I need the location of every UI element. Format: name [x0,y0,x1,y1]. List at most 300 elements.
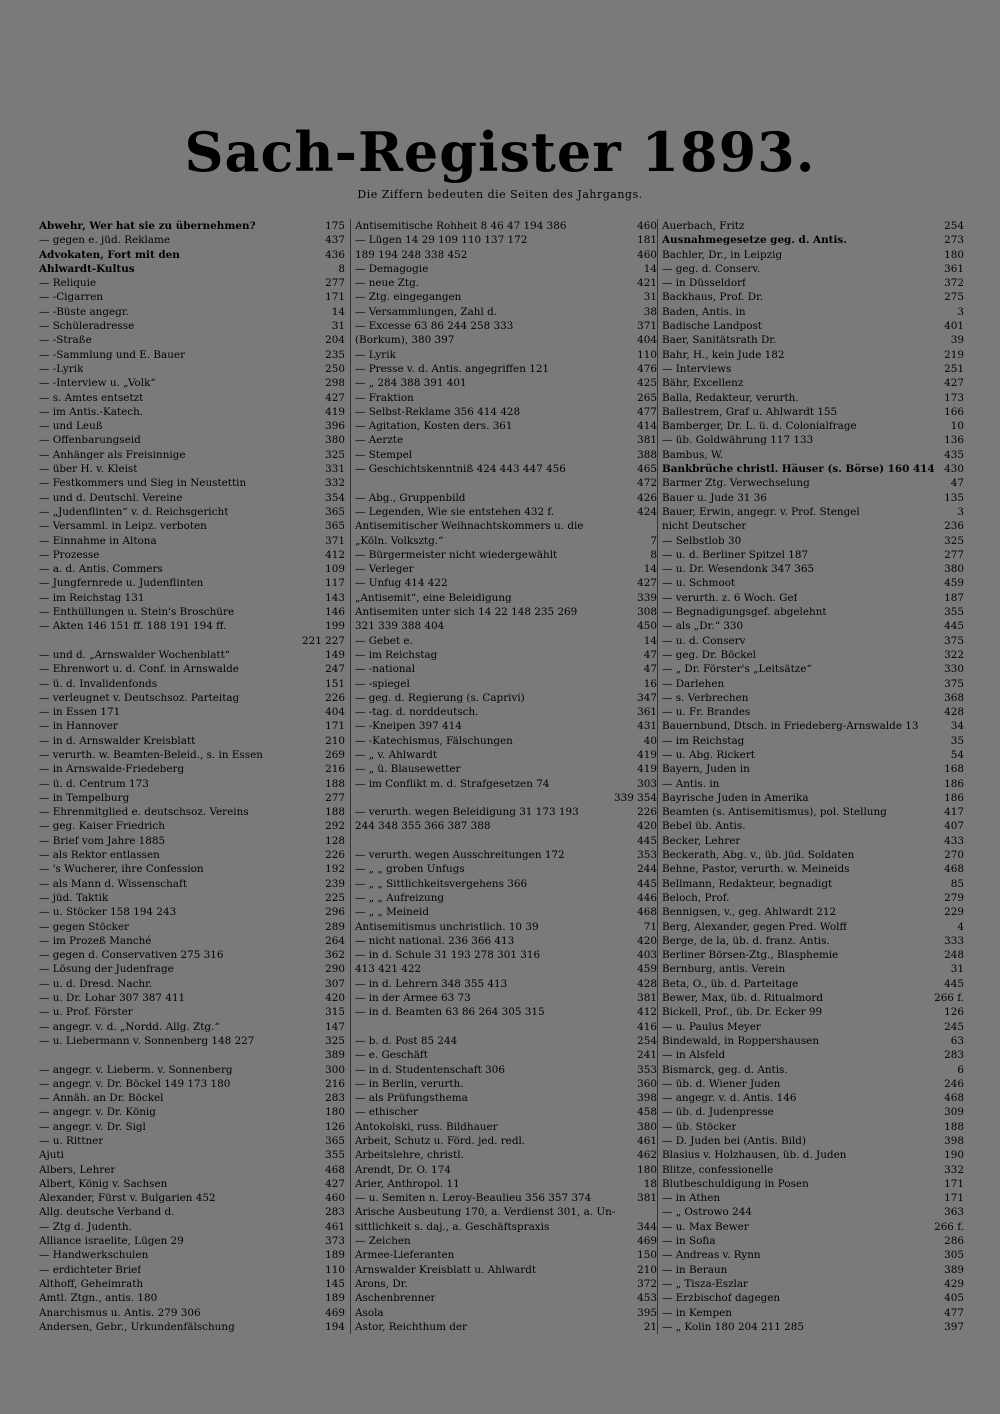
index-entry [355,834,657,848]
entry-term: — s. Verbrechen [662,691,749,704]
index-entry [355,691,657,705]
index-entry [662,991,964,1005]
entry-pages: 168 [944,763,964,776]
index-column-3 [657,219,964,1334]
entry-term: — Jungfernrede u. Judenflinten [39,577,204,590]
index-entry [662,834,964,848]
index-entry [39,1020,345,1034]
entry-pages: 339 354 [614,791,657,804]
entry-pages: 246 [944,1077,964,1090]
entry-term: — Aerzte [355,434,404,447]
index-entry [39,333,345,347]
entry-term: nicht Deutscher [662,520,747,533]
entry-term: Behne, Pastor, verurth. w. Meineids [662,863,850,876]
entry-term: — Schüleradresse [39,320,135,333]
index-entry [355,934,657,948]
index-entry [39,662,345,676]
entry-term: Bickell, Prof., üb. Dr. Ecker 99 [662,1006,823,1019]
index-entry [355,905,657,919]
index-entry [39,1148,345,1162]
page-title: Sach-Register 1893. [184,120,816,184]
entry-term: — ü. d. Centrum 173 [39,777,149,790]
entry-term: — u. d. Dresd. Nachr. [39,977,153,990]
entry-pages: 332 [325,477,345,490]
index-entry [355,262,657,276]
index-entry [39,962,345,976]
entry-term: — Einnahme in Altona [39,534,157,547]
index-entry [662,219,964,233]
index-entry [39,1063,345,1077]
entry-term: Albers, Lehrer [39,1163,116,1176]
index-entry [355,862,657,876]
index-entry [662,362,964,376]
entry-pages: 460 [637,220,657,232]
entry-term: — gegen d. Conservativen 275 316 [39,949,224,962]
entry-pages: 365 [325,505,345,518]
entry-pages: 286 [944,1235,964,1248]
entry-term: — als „Dr.“ 330 [662,620,744,633]
index-entry [39,819,345,833]
entry-term: Bankbrüche christl. Häuser (s. Börse) 160 414 [662,463,935,476]
entry-pages: 8 [338,262,345,275]
index-entry [355,748,657,762]
entry-pages: 427 [637,577,657,590]
entry-term: Beta, O., üb. d. Parteitage [662,977,799,990]
index-entry [39,1306,345,1320]
index-entry [39,1320,345,1334]
index-entry [39,448,345,462]
entry-pages: 38 [643,305,657,318]
index-entry [355,448,657,462]
index-entry [355,1091,657,1105]
index-entry [355,1191,657,1205]
entry-term: — im Prozeß Manché [39,934,152,947]
index-entry [662,1063,964,1077]
entry-pages: 428 [637,977,657,990]
index-entry [355,877,657,891]
entry-term: — Stempel [355,448,413,461]
index-entry [662,1177,964,1191]
index-entry [662,1191,964,1205]
entry-pages: 171 [325,291,345,304]
entry-term: — Antis. in [662,777,720,790]
entry-term: Arier, Anthropol. 11 [355,1177,460,1190]
entry-pages: 210 [325,734,345,747]
entry-pages: 235 [325,348,345,361]
entry-pages: 54 [950,748,964,761]
index-entry [355,848,657,862]
index-entry [39,877,345,891]
entry-pages: 360 [637,1077,657,1090]
entry-pages: 419 [637,748,657,761]
entry-term: — Presse v. d. Antis. angegriffen 121 [355,362,550,375]
entry-term: — -Büste angegr. [39,305,129,318]
entry-term: Bayern, Juden in [662,763,750,776]
entry-term: — in Athen [662,1192,721,1205]
entry-term: — angegr. v. Dr. Sigl [39,1120,146,1133]
entry-pages: 453 [637,1292,657,1305]
entry-pages: 266 f. [934,1220,964,1233]
entry-term: — „Judenflinten“ v. d. Reichsgericht [39,505,229,518]
entry-pages: 388 [637,448,657,461]
index-entry [39,348,345,362]
entry-pages: 389 [944,1263,964,1276]
entry-term: — Offenbarungseid [39,434,141,447]
entry-term: Bähr, Excellenz [662,377,744,390]
index-entry [39,1205,345,1219]
index-entry [39,734,345,748]
entry-pages: 143 [325,591,345,604]
index-entry [355,290,657,304]
entry-term: — als Mann d. Wissenschaft [39,877,188,890]
entry-pages: 461 [637,1135,657,1147]
entry-term: Antisemitische Rohheit 8 46 47 194 386 [355,220,567,232]
index-entry [662,1205,964,1219]
entry-term: — Ztg. eingegangen [355,291,462,304]
entry-term: — Annäh. an Dr. Böckel [39,1092,164,1105]
entry-term: — geg. d. Regierung (s. Caprivi) [355,691,525,704]
entry-term: Arbeitslehre, christl. [355,1149,464,1162]
entry-term: — verleugnet v. Deutschsoz. Parteitag [39,691,240,704]
entry-term: Beloch, Prof. [662,891,730,904]
entry-pages: 397 [944,1320,964,1333]
index-entry [39,791,345,805]
index-entry [39,834,345,848]
entry-pages: 424 [637,505,657,518]
entry-pages: 35 [950,734,964,747]
entry-pages: 373 [325,1235,345,1248]
index-entry [662,648,964,662]
entry-pages: 339 [637,591,657,604]
entry-pages: 136 [944,434,964,447]
entry-pages: 186 [944,791,964,804]
index-entry [39,405,345,419]
index-entry [39,1077,345,1091]
index-entry [355,534,657,548]
entry-term: — Festkommers und Sieg in Neustettin [39,477,247,490]
entry-term: — „ Dr. Förster's „Leitsätze“ [662,663,812,676]
entry-pages: 21 [643,1320,657,1333]
entry-pages: 71 [643,920,657,933]
entry-term: — in Essen 171 [39,706,121,719]
index-entry [662,319,964,333]
index-entry [662,905,964,919]
entry-pages: 226 [325,849,345,862]
index-entry [662,934,964,948]
index-entry [355,1263,657,1277]
entry-term: — üb. d. Wiener Juden [662,1077,781,1090]
entry-pages: 333 [944,934,964,947]
entry-term: — Zeichen [355,1235,411,1248]
entry-pages: 362 [325,949,345,962]
entry-term: — -Straße [39,334,92,347]
index-entry [355,462,657,476]
entry-term: — 's Wucherer, ihre Confession [39,863,204,876]
index-entry [662,562,964,576]
index-entry [662,333,964,347]
entry-term: — jüd. Taktik [39,891,109,904]
entry-term: — im Reichstag 131 [39,591,145,604]
entry-term: „Antisemit“, eine Beleidigung [355,591,512,604]
entry-pages: 171 [944,1177,964,1190]
entry-term: Bindewald, in Roppershausen [662,1034,820,1047]
entry-term: — üb. d. Judenpresse [662,1106,774,1119]
index-entry [355,476,657,490]
entry-term: — Andreas v. Rynn [662,1249,761,1262]
entry-pages: 419 [637,763,657,776]
entry-pages: 459 [637,963,657,976]
entry-pages: 289 [325,920,345,933]
index-entry [355,634,657,648]
entry-pages: 273 [944,234,964,247]
entry-pages: 204 [325,334,345,347]
entry-term: — Reliquie [39,277,97,290]
entry-pages: 187 [944,591,964,604]
index-entry [355,762,657,776]
entry-pages: 344 [637,1220,657,1233]
entry-pages: 460 [637,248,657,261]
entry-pages: 437 [325,234,345,247]
entry-term: Aschenbrenner [355,1292,436,1305]
entry-pages: 117 [325,577,345,590]
entry-pages: 365 [325,1135,345,1147]
entry-term: — u. Stöcker 158 194 243 [39,906,177,919]
entry-term: „Köln. Volksztg.“ [355,534,444,547]
index-entry [662,1220,964,1234]
index-entry [662,748,964,762]
index-entry [662,877,964,891]
entry-pages: 469 [637,1235,657,1248]
entry-term: — u. d. Conserv [662,634,746,647]
entry-pages: 296 [325,906,345,919]
index-entry [39,433,345,447]
entry-pages: 325 [325,1034,345,1047]
entry-pages: 468 [637,906,657,919]
entry-pages: 414 [637,420,657,433]
entry-term: — u. d. Berliner Spitzel 187 [662,548,809,561]
entry-term: Bauernbund, Dtsch. in Friedeberg-Arnswalde 13 [662,720,919,733]
entry-pages: 250 [325,362,345,375]
index-entry [39,419,345,433]
entry-term: Allg. deutsche Verband d. [39,1206,175,1219]
entry-term: — in Berlin, verurth. [355,1077,464,1090]
entry-term: Auerbach, Fritz [662,220,745,232]
entry-term: Amtl. Ztgn., antis. 180 [39,1292,158,1305]
index-entry [355,662,657,676]
entry-pages: 354 [325,491,345,504]
entry-pages: 421 [637,277,657,290]
index-entry [662,391,964,405]
entry-pages: 241 [637,1049,657,1062]
entry-term: — in Tempelburg [39,791,130,804]
entry-pages: 404 [325,706,345,719]
entry-pages: 199 [325,620,345,633]
index-entry [355,1134,657,1148]
entry-pages: 300 [325,1063,345,1076]
entry-pages: 175 [325,220,345,232]
entry-pages: 431 [637,720,657,733]
entry-term: — in der Armee 63 73 [355,992,471,1005]
entry-pages: 468 [944,1092,964,1105]
entry-term: — in d. Studentenschaft 306 [355,1063,505,1076]
entry-pages: 361 [944,262,964,275]
entry-pages: 396 [325,420,345,433]
index-entry [662,305,964,319]
entry-term: — Bürgermeister nicht wiedergewählt [355,548,558,561]
entry-term: — Unfug 414 422 [355,577,448,590]
entry-term: Anarchismus u. Antis. 279 306 [39,1306,201,1319]
entry-pages: 372 [637,1277,657,1290]
entry-term: — verurth. z. 6 Woch. Gef [662,591,798,604]
entry-pages: 31 [643,291,657,304]
index-entry [39,1177,345,1191]
index-entry [355,1005,657,1019]
index-entry [662,662,964,676]
entry-term: — „ 284 388 391 401 [355,377,467,390]
index-entry [39,233,345,247]
entry-term: Bayrische Juden in Amerika [662,791,809,804]
entry-pages: 465 [637,463,657,476]
index-entry [662,233,964,247]
index-entry [662,891,964,905]
entry-pages: 226 [325,691,345,704]
entry-pages: 14 [331,305,345,318]
entry-term: — angegr. v. Dr. Böckel 149 173 180 [39,1077,231,1090]
index-entry [662,634,964,648]
entry-pages: 244 [637,863,657,876]
index-entry [662,862,964,876]
index-entry [355,519,657,533]
entry-pages: 420 [637,934,657,947]
entry-term: Beckerath, Abg. v., üb. jüd. Soldaten [662,849,855,862]
entry-term: — -Katechismus, Fälschungen [355,734,513,747]
entry-pages: 171 [325,720,345,733]
entry-pages: 322 [944,648,964,661]
entry-term: Andersen, Gebr., Urkundenfälschung [39,1320,235,1333]
index-entry [355,948,657,962]
entry-pages: 266 f. [934,992,964,1005]
index-entry [355,576,657,590]
index-entry [662,505,964,519]
entry-pages: 416 [637,1020,657,1033]
index-entry [39,934,345,948]
entry-term: — verurth. wegen Ausschreitungen 172 [355,849,565,862]
entry-pages: 277 [325,791,345,804]
entry-pages: 47 [950,477,964,490]
entry-pages: 277 [944,548,964,561]
index-entry [662,1148,964,1162]
entry-pages: 315 [325,1006,345,1019]
index-entry [662,476,964,490]
index-entry [662,1163,964,1177]
index-entry [662,719,964,733]
entry-pages: 477 [637,405,657,418]
entry-pages: 18 [643,1177,657,1190]
index-entry [355,1291,657,1305]
entry-pages: 151 [325,677,345,690]
entry-pages: 330 [944,663,964,676]
index-entry [355,648,657,662]
entry-term: — u. Liebermann v. Sonnenberg 148 227 [39,1034,255,1047]
entry-pages: 186 [944,777,964,790]
index-entry [662,548,964,562]
entry-pages: 353 [637,1063,657,1076]
index-entry [39,262,345,276]
entry-term: — und d. „Arnswalder Wochenblatt“ [39,648,231,661]
index-entry [39,305,345,319]
entry-term: — angegr. v. d. Antis. 146 [662,1092,797,1105]
index-entry [355,219,657,233]
entry-term: — Darlehen [662,677,725,690]
entry-pages: 472 [637,477,657,490]
index-entry [355,962,657,976]
entry-term: — „ Kolin 180 204 211 285 [662,1320,804,1333]
entry-term: 189 194 248 338 452 [355,248,468,261]
entry-term: Bauer, Erwin, angegr. v. Prof. Stengel [662,505,860,518]
entry-pages: 353 [637,849,657,862]
index-entry [662,519,964,533]
entry-term: Bachler, Dr., in Leipzig [662,248,783,261]
entry-term: Badische Landpost [662,320,762,333]
entry-pages: 461 [325,1220,345,1233]
entry-pages: 412 [637,1006,657,1019]
index-entry [662,791,964,805]
entry-term: Armee-Lieferanten [355,1249,455,1262]
entry-term: Bambus, W. [662,448,724,461]
index-entry [355,805,657,819]
entry-term: Ausnahmegesetze geg. d. Antis. [662,234,847,247]
entry-pages: 194 [325,1320,345,1333]
index-entry [662,1005,964,1019]
entry-pages: 372 [944,277,964,290]
index-entry [355,1177,657,1191]
entry-term: — im Reichstag [662,734,745,747]
index-entry [662,977,964,991]
entry-pages: 325 [325,448,345,461]
entry-pages: 445 [637,834,657,847]
entry-pages: 264 [325,934,345,947]
entry-pages: 361 [637,706,657,719]
index-entry [355,1048,657,1062]
entry-pages: 427 [325,391,345,404]
entry-pages: 445 [944,620,964,633]
index-entry [39,534,345,548]
entry-term: — gegen Stöcker [39,920,130,933]
entry-pages: 85 [950,877,964,890]
entry-term: Althoff, Geheimrath [39,1277,144,1290]
index-entry [662,1105,964,1119]
entry-term: — b. d. Post 85 244 [355,1034,458,1047]
entry-pages: 31 [331,320,345,333]
entry-pages: 309 [944,1106,964,1119]
entry-term: Bennigsen, v., geg. Ahlwardt 212 [662,906,837,919]
index-entry [355,433,657,447]
index-entry [39,777,345,791]
entry-pages: 405 [944,1292,964,1305]
index-entry [355,991,657,1005]
entry-term: — -spiegel [355,677,410,690]
entry-term: — u. Dr. Wesendonk 347 365 [662,563,815,576]
index-entry [39,605,345,619]
index-entry [355,333,657,347]
entry-term: — im Reichstag [355,648,438,661]
entry-pages: 460 [325,1192,345,1205]
index-entry [355,777,657,791]
entry-pages: 355 [944,606,964,619]
entry-pages: 180 [944,248,964,261]
entry-term: Bellmann, Redakteur, begnadigt [662,877,833,890]
entry-pages: 219 [944,348,964,361]
